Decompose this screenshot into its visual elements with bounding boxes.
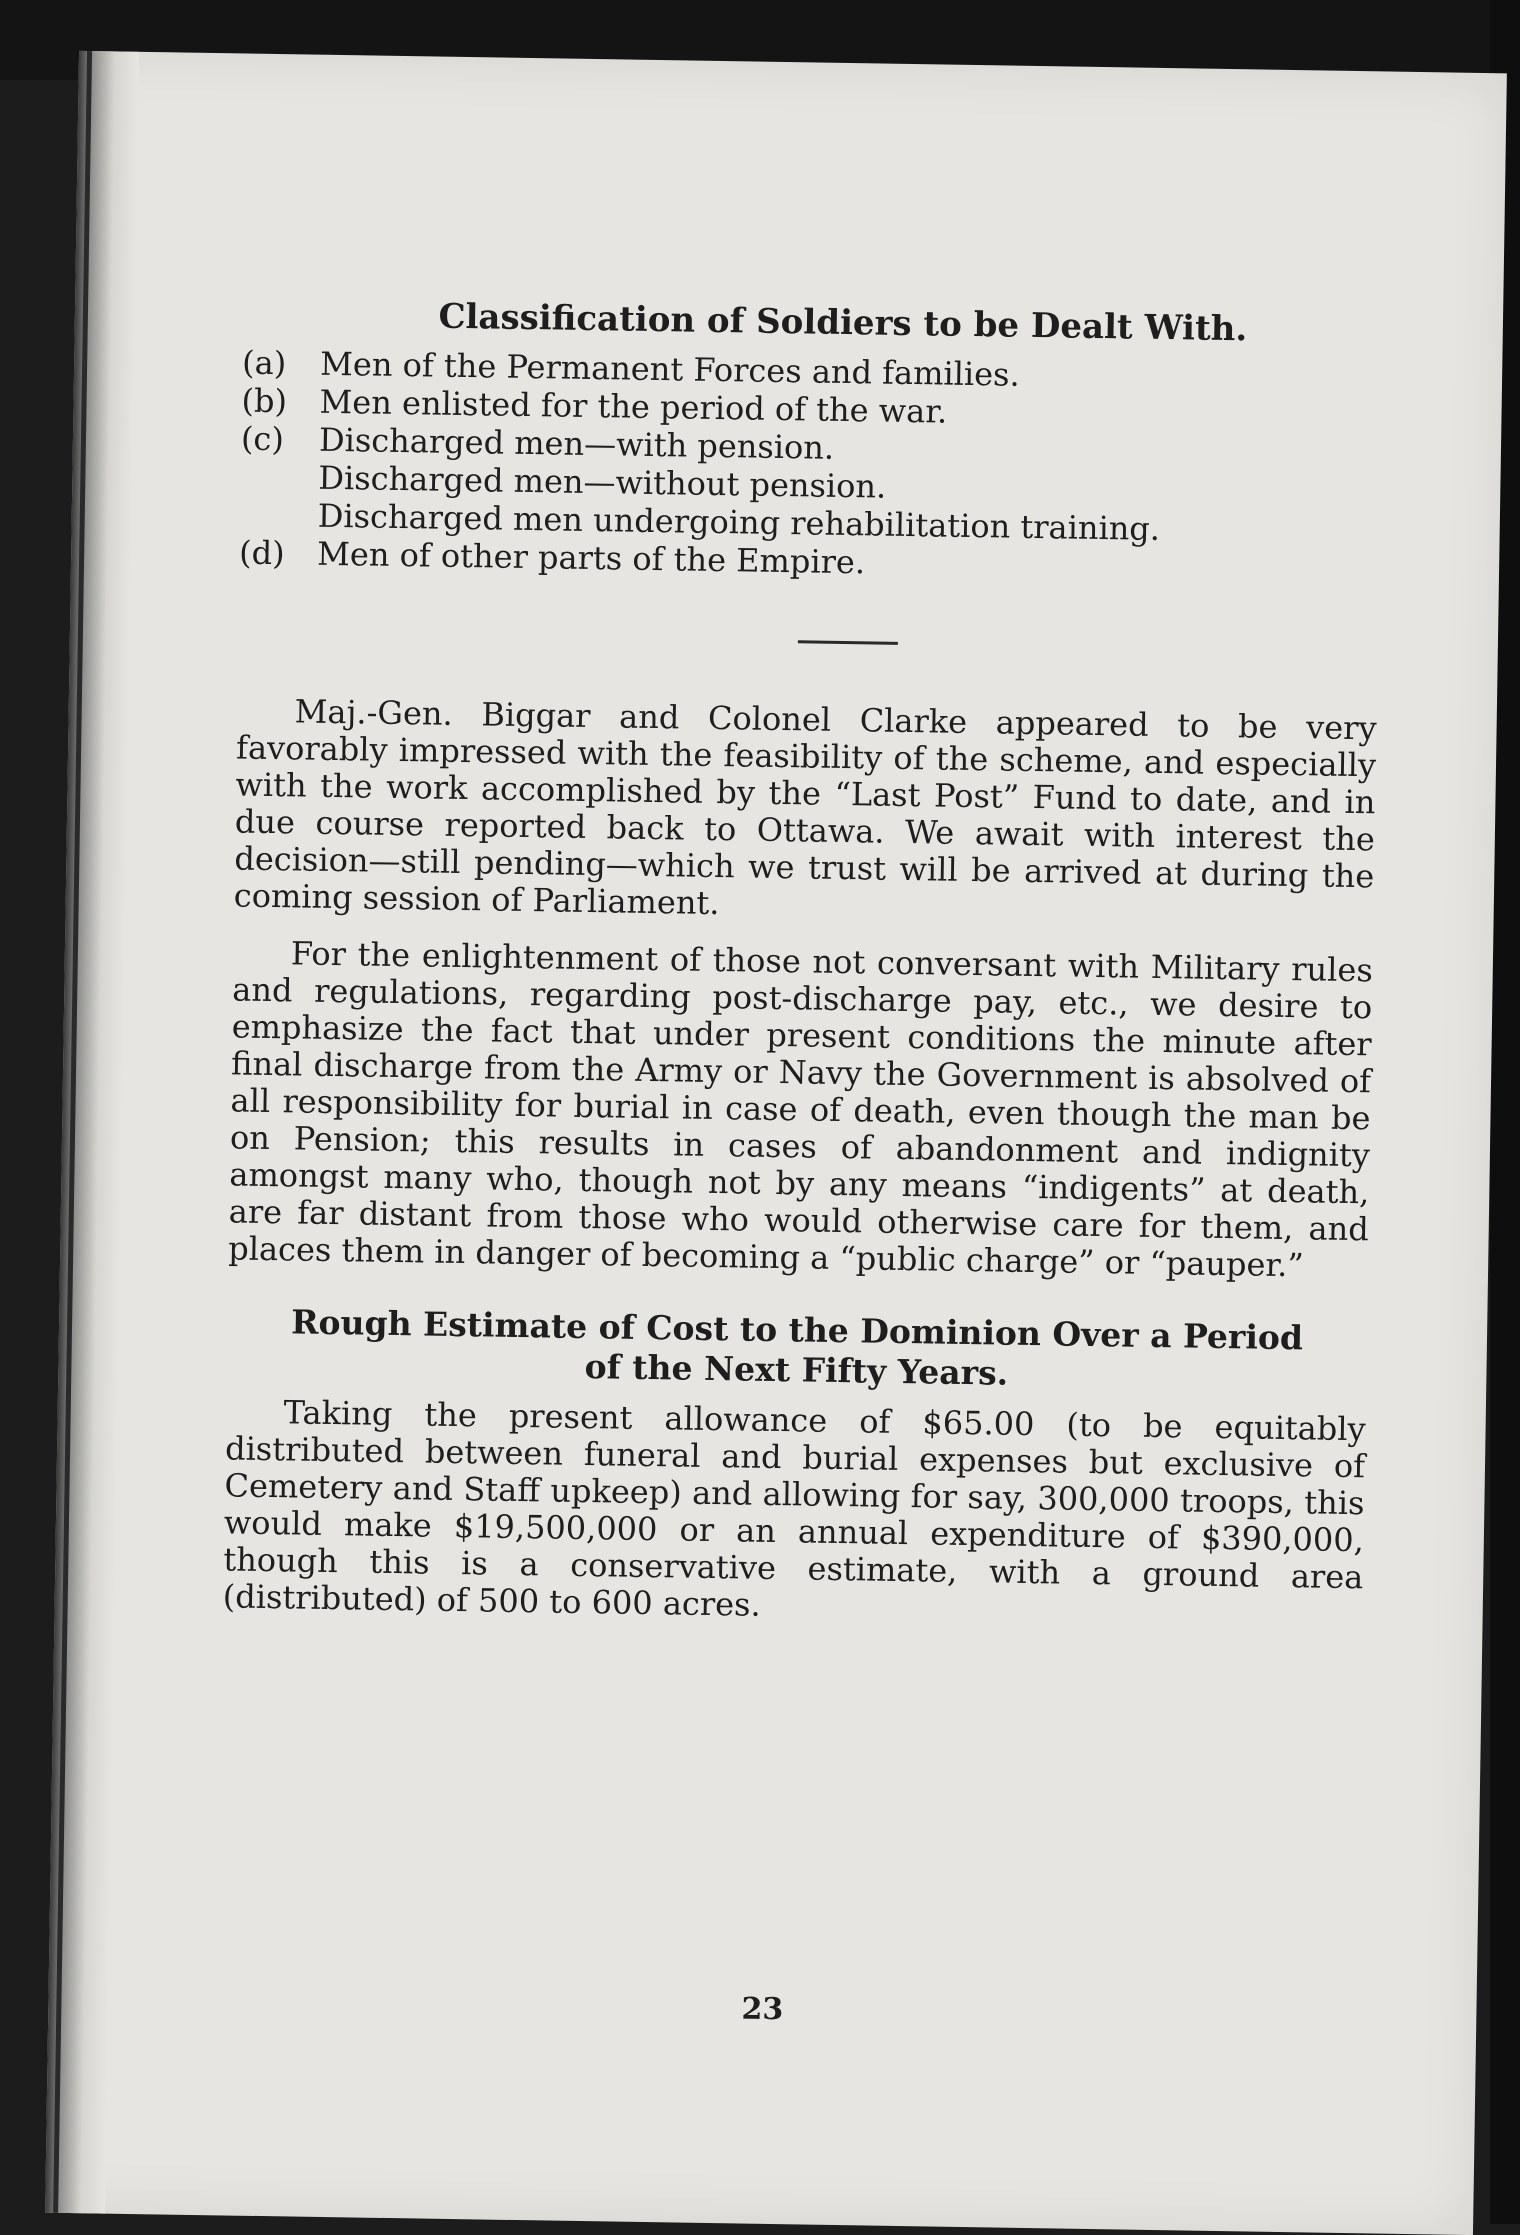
list-item-letter: (d) bbox=[238, 533, 285, 573]
list-sub-item: Discharged men—without pension. bbox=[318, 458, 887, 506]
book-page bbox=[45, 51, 1507, 2235]
paragraph: For the enlightenment of those not conversant with Military rules and regulations, regarding post-discharge pay, etc., we desire to emphasize the fact that under present conditions the minute after final discharge from the Army or Navy the Government is absolved of all responsibility for burial in case of death, even though the man be on Pension; this results in cases of abandonment and indignity amongst many who, though not by any means “indigents” at death, are far distant from those who would otherwise care for them, and places them in danger of becoming a “public charge” or “pauper.” bbox=[227, 934, 1374, 1285]
paragraph: Maj.-Gen. Biggar and Colonel Clarke appeared to be very favorably impressed with the feasibility of the scheme, and especially with the work accomplished by the “Last Post” Fund to date, and in due course reported back to Ottawa. We await with interest the decision—still pending—which we trust will be arrived at during the coming session of Parliament. bbox=[233, 692, 1377, 923]
classification-heading: Classification of Soldiers to be Dealt With. bbox=[438, 296, 1248, 350]
list-item-text: Men enlisted for the period of the war. bbox=[319, 382, 948, 431]
estimate-paragraph: Taking the present allowance of $65.00 (to be equitably distributed between funeral and burial expenses but exclusive of Cemetery and Staff upkeep) and allowing for say, 300,000 troops, this would make $19,500,000 or an annual expenditure of $390,000, though this is a conservative estimate, with a ground area (distributed) of 500 to 600 acres. bbox=[222, 1393, 1366, 1624]
estimate-heading-line: Rough Estimate of Cost to the Dominion Over a Period bbox=[290, 1302, 1304, 1358]
classification-list bbox=[239, 344, 1382, 590]
spine-binding-line bbox=[53, 51, 92, 2213]
estimate-heading-line: of the Next Fifty Years. bbox=[584, 1347, 1009, 1393]
list-item-letter: (b) bbox=[241, 381, 288, 421]
list-item-text: Men of other parts of the Empire. bbox=[316, 534, 866, 582]
book-spine bbox=[45, 51, 139, 2214]
estimate-heading bbox=[226, 1301, 1367, 1399]
page-content bbox=[222, 294, 1383, 1654]
page-number: 23 bbox=[741, 1991, 784, 2028]
list-item-letter: (c) bbox=[240, 419, 285, 459]
list-item-text: Men of the Permanent Forces and families. bbox=[319, 344, 1020, 394]
section-divider bbox=[798, 640, 898, 645]
list-item-letter: (a) bbox=[241, 343, 287, 383]
list-sub-item: Discharged men undergoing rehabilitation training. bbox=[317, 496, 1161, 548]
list-item-text: Discharged men—with pension. bbox=[318, 420, 835, 467]
